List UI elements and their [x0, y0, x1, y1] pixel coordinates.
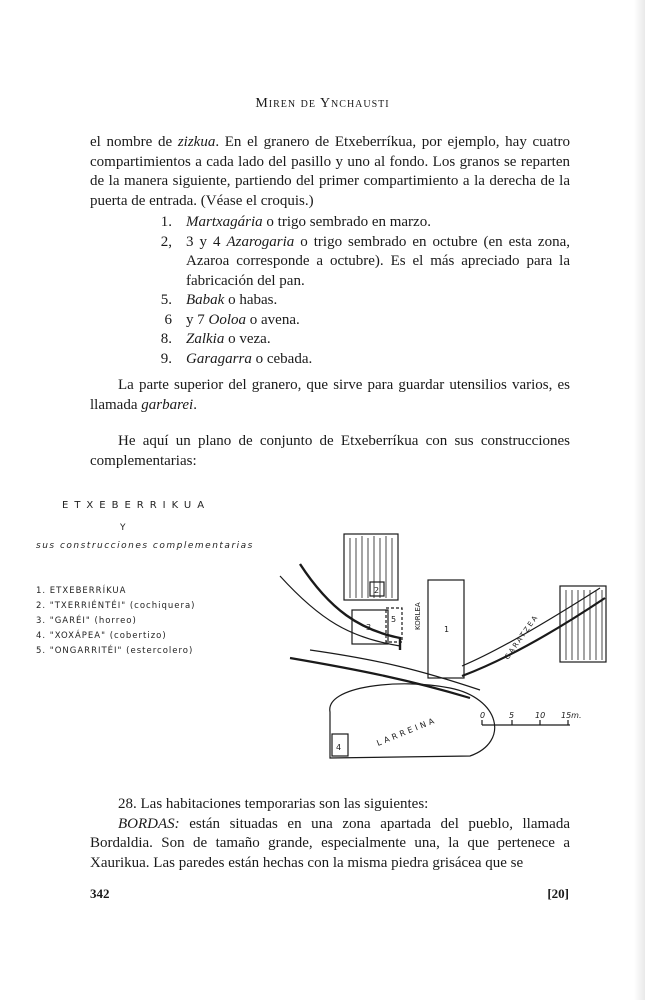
- scale-label: 15m.: [561, 711, 582, 720]
- running-head: Miren de Ynchausti: [255, 96, 390, 111]
- list-item: 9. Garagarra o cebada.: [160, 350, 313, 367]
- box-label: 2: [374, 586, 380, 595]
- paragraph-section-28: 28. Las habitaciones temporarias son las siguientes: BORDAS: están situadas en una zona apartada del pueblo, llamada Bordaldia. Son de tamaño grande, especialmente una, la que pertenece a Xaurikua. Las paredes están hechas con la misma piedra grisácea que se: [90, 796, 570, 871]
- grain-list: [90, 213, 570, 369]
- larreina-loop: [330, 684, 495, 758]
- larreina-label: LARREINA: [375, 715, 439, 748]
- field-hatched-left: [344, 534, 398, 600]
- box-label: 1: [444, 625, 450, 634]
- legend-item: 1. ETXEBERRÍKUA: [36, 586, 127, 596]
- korlea-label: KORLEA: [414, 602, 422, 630]
- list-item: 2, 3 y 4 Azarogaria o trigo sembrado en octubre (en esta zona, Azaroa corresponde a octubre). Es el más apreciado para la fabricación del pan.: [160, 233, 570, 289]
- page-edge-shadow: [634, 0, 645, 1000]
- box-label: 3: [366, 623, 372, 632]
- list-item: 8. Zalkia o veza.: [160, 331, 271, 347]
- sketch-y: Y: [120, 523, 128, 533]
- paragraph-plan-intro: He aquí un plano de conjunto de Etxeberríkua con sus construcciones complementarias:: [90, 433, 570, 469]
- legend-item: 5. "ONGARRITÉI" (estercolero): [36, 646, 194, 656]
- bracket-number: [20]: [547, 886, 569, 901]
- box-label: 5: [391, 615, 397, 624]
- scale-label: 0: [480, 711, 486, 720]
- legend-item: 4. "XOXÁPEA" (cobertizo): [36, 631, 167, 641]
- paragraph-intro: el nombre de zizkua. En el granero de Etxeberríkua, por ejemplo, hay cuatro compartimientos a cada lado del pasillo y uno al fondo. Los granos se reparten de la manera siguiente, partiendo del primer compartimiento a la derecha de la puerta de entrada. (Véase el croquis.): [90, 134, 570, 209]
- box-label: 4: [336, 743, 342, 752]
- list-item: 1. Martxagária o trigo sembrado en marzo.: [160, 214, 431, 230]
- garatzea-label: GARATZEA: [503, 612, 541, 662]
- list-item: 5. Babak o habas.: [160, 292, 278, 308]
- legend-item: 2. "TXERRIÉNTÉI" (cochiquera): [36, 601, 196, 611]
- sketch-legend: [36, 584, 195, 659]
- list-item: 6 y 7 Ooloa o avena.: [164, 311, 300, 328]
- field-hatch-lines: [350, 536, 392, 598]
- page-number: 342: [90, 886, 110, 901]
- legend-item: 3. "GARÉI" (horreo): [36, 616, 137, 626]
- scale-label: 5: [509, 711, 515, 720]
- scale-label: 10: [535, 711, 546, 720]
- sketch-title: ETXEBERRIKUA: [62, 500, 211, 511]
- paragraph-garbarei: La parte superior del granero, que sirve para guardar utensilios varios, es llamada garbarei.: [90, 377, 570, 413]
- field-hatched-right: [560, 586, 606, 662]
- site-plan-sketch: [250, 520, 620, 780]
- sketch-subtitle: sus construcciones complementarias: [36, 541, 254, 551]
